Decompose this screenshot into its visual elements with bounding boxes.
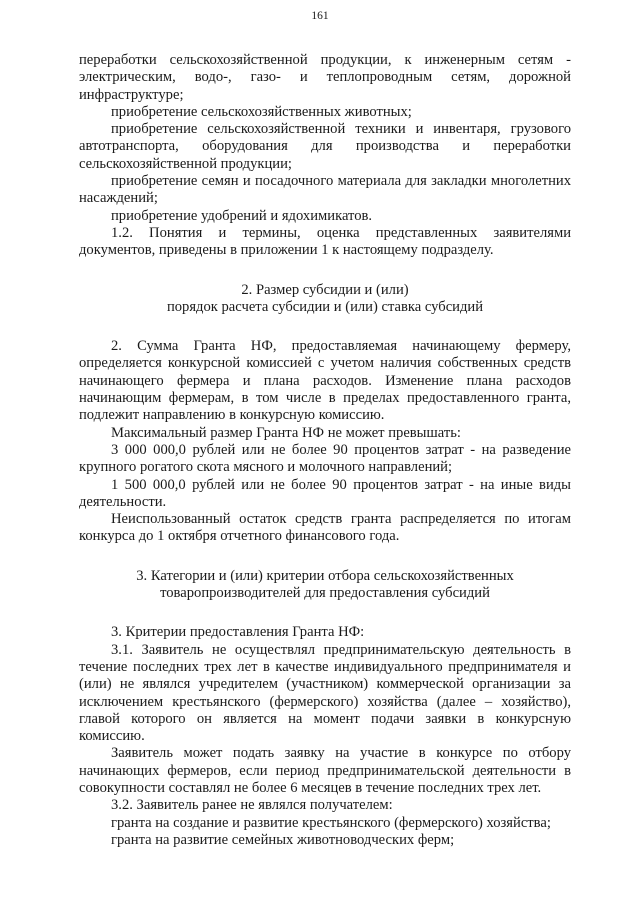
section-heading-line: товаропроизводителей для предоставления субсидий xyxy=(160,585,490,602)
paragraph-fertilizers: приобретение удобрений и ядохимикатов. xyxy=(111,207,373,224)
section-heading-3 xyxy=(79,568,571,603)
paragraph-3: 3. Критерии предоставления Гранта НФ: xyxy=(111,624,365,641)
section-heading-line: 3. Категории и (или) критерии отбора сельскохозяйственных xyxy=(136,567,514,584)
paragraph-grant-family-farms: гранта на развитие семейных животноводческих ферм; xyxy=(111,831,455,848)
document-body xyxy=(79,52,571,849)
paragraph-max-grant: Максимальный размер Гранта НФ не может превышать: xyxy=(111,424,461,441)
paragraph-remaining-funds: Неиспользованный остаток средств гранта распределяется по итогам конкурса до 1 октября отчетного финансового года. xyxy=(79,511,571,545)
paragraph-machinery: приобретение сельскохозяйственной техники и инвентаря, грузового автотранспорта, оборудования для производства и переработки сельскохозяйственной продукции; xyxy=(79,121,571,172)
section-heading-2 xyxy=(79,282,571,317)
paragraph-2: 2. Сумма Гранта НФ, предоставляемая начинающему фермеру, определяется конкурсной комиссией с учетом наличия собственных средств начинающего фермера и плана расходов. Изменение плана расходов начинающим фермерам, в том числе в пределах предоставленного гранта, подлежит направлению в конкурсную комиссию. xyxy=(79,338,571,424)
paragraph-infrastructure: переработки сельскохозяйственной продукции, к инженерным сетям - электрическим, водо-, газо- и теплопроводным сетям, дорожной инфраструктуре; xyxy=(79,52,571,103)
paragraph-1-2: 1.2. Понятия и термины, оценка представленных заявителями документов, приведены в приложении 1 к настоящему подразделу. xyxy=(79,224,571,259)
section-heading-line: порядок расчета субсидии и (или) ставка субсидий xyxy=(166,298,484,315)
paragraph-grant-farm: гранта на создание и развитие крестьянского (фермерского) хозяйства; xyxy=(111,814,551,831)
paragraph-application: Заявитель может подать заявку на участие в конкурсе по отбору начинающих фермеров, если период предпринимательской деятельности в совокупности составлял не более 6 месяцев в течение последних трех лет. xyxy=(79,745,571,796)
paragraph-3-2: 3.2. Заявитель ранее не являлся получателем: xyxy=(111,797,393,814)
paragraph-seeds: приобретение семян и посадочного материала для закладки многолетних насаждений; xyxy=(79,173,571,207)
paragraph-other-activities: 1 500 000,0 рублей или не более 90 процентов затрат - на иные виды деятельности. xyxy=(79,476,571,510)
section-heading-line: 2. Размер субсидии и (или) xyxy=(241,281,409,298)
paragraph-3-1: 3.1. Заявитель не осуществлял предпринимательскую деятельность в течение последних трех лет в качестве индивидуального предпринимателя и (или) не являлся учредителем (участником) коммерческой организации за исключением крестьянского (фермерского) хозяйства (далее – хозяйство), главой которого он является на момент подачи заявки в конкурсную комиссию. xyxy=(79,641,571,745)
page-number: 161 xyxy=(311,10,329,22)
paragraph-animals: приобретение сельскохозяйственных животных; xyxy=(111,103,412,120)
paragraph-cattle: 3 000 000,0 рублей или не более 90 процентов затрат - на разведение крупного рогатого скота мясного и молочного направлений; xyxy=(79,441,571,476)
